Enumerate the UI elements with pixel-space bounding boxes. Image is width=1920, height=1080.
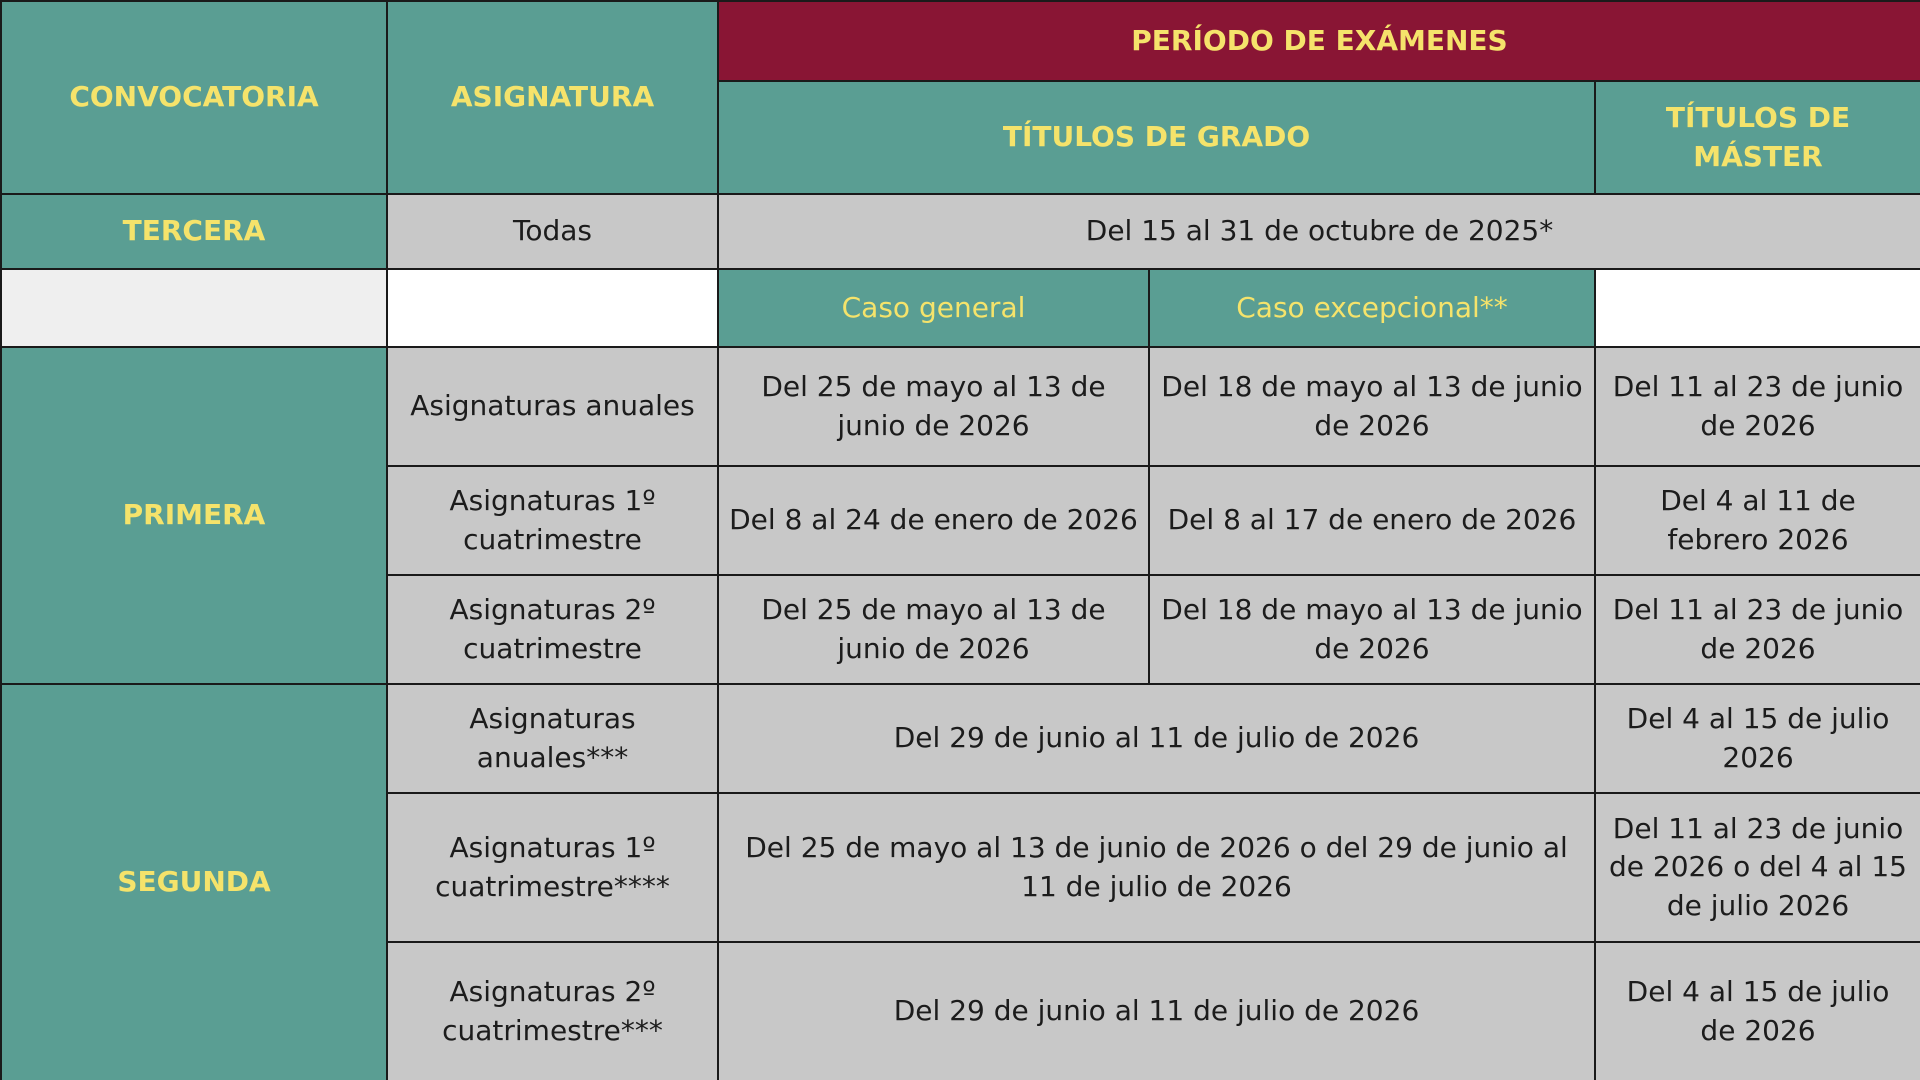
convocatoria-tercera: TERCERA bbox=[1, 194, 387, 269]
primera-row-2-asignatura: Asignaturas 1º cuatrimestre bbox=[387, 466, 718, 575]
primera-row-1-asignatura: Asignaturas anuales bbox=[387, 347, 718, 466]
header-titulos-master: TÍTULOS DE MÁSTER bbox=[1595, 81, 1920, 194]
primera-row-1-master: Del 11 al 23 de junio de 2026 bbox=[1595, 347, 1920, 466]
header-convocatoria: CONVOCATORIA bbox=[1, 1, 387, 194]
primera-row-1-excepcional: Del 18 de mayo al 13 de junio de 2026 bbox=[1149, 347, 1595, 466]
blank-cell bbox=[1, 269, 387, 347]
tercera-asignatura: Todas bbox=[387, 194, 718, 269]
primera-row-3-general: Del 25 de mayo al 13 de junio de 2026 bbox=[718, 575, 1149, 684]
primera-row-2-general: Del 8 al 24 de enero de 2026 bbox=[718, 466, 1149, 575]
header-titulos-grado: TÍTULOS DE GRADO bbox=[718, 81, 1595, 194]
blank-cell bbox=[1595, 269, 1920, 347]
convocatoria-primera: PRIMERA bbox=[1, 347, 387, 684]
header-periodo-examenes: PERÍODO DE EXÁMENES bbox=[718, 1, 1920, 81]
convocatoria-segunda: SEGUNDA bbox=[1, 684, 387, 1080]
segunda-row-2-asignatura: Asignaturas 1º cuatrimestre**** bbox=[387, 793, 718, 942]
segunda-row-1-asignatura: Asignaturas anuales*** bbox=[387, 684, 718, 793]
segunda-row-3-master: Del 4 al 15 de julio de 2026 bbox=[1595, 942, 1920, 1080]
header-asignatura: ASIGNATURA bbox=[387, 1, 718, 194]
segunda-row-3-grado: Del 29 de junio al 11 de julio de 2026 bbox=[718, 942, 1595, 1080]
segunda-row-1-master: Del 4 al 15 de julio 2026 bbox=[1595, 684, 1920, 793]
tercera-periodo: Del 15 al 31 de octubre de 2025* bbox=[718, 194, 1920, 269]
segunda-row-3-asignatura: Asignaturas 2º cuatrimestre*** bbox=[387, 942, 718, 1080]
blank-cell bbox=[387, 269, 718, 347]
primera-row-2-excepcional: Del 8 al 17 de enero de 2026 bbox=[1149, 466, 1595, 575]
segunda-row-2-grado: Del 25 de mayo al 13 de junio de 2026 o del 29 de junio al 11 de julio de 2026 bbox=[718, 793, 1595, 942]
segunda-row-1-grado: Del 29 de junio al 11 de julio de 2026 bbox=[718, 684, 1595, 793]
primera-row-3-excepcional: Del 18 de mayo al 13 de junio de 2026 bbox=[1149, 575, 1595, 684]
segunda-row-2-master: Del 11 al 23 de junio de 2026 o del 4 al 15 de julio 2026 bbox=[1595, 793, 1920, 942]
primera-row-3-asignatura: Asignaturas 2º cuatrimestre bbox=[387, 575, 718, 684]
subheader-caso-excepcional: Caso excepcional** bbox=[1149, 269, 1595, 347]
primera-row-3-master: Del 11 al 23 de junio de 2026 bbox=[1595, 575, 1920, 684]
primera-row-1-general: Del 25 de mayo al 13 de junio de 2026 bbox=[718, 347, 1149, 466]
subheader-caso-general: Caso general bbox=[718, 269, 1149, 347]
primera-row-2-master: Del 4 al 11 de febrero 2026 bbox=[1595, 466, 1920, 575]
